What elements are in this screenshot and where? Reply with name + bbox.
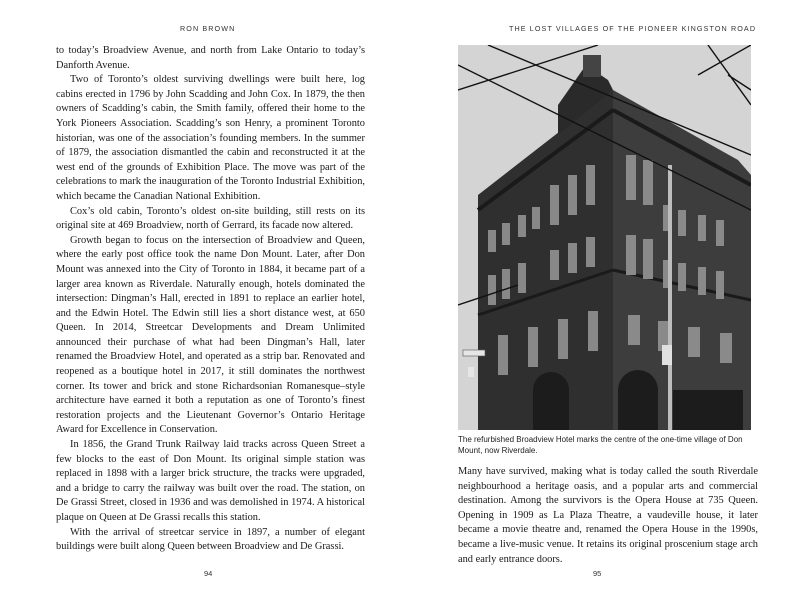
right-body-text [458, 465, 758, 567]
running-head-left: RON BROWN [180, 24, 236, 33]
page-number-right: 95 [593, 569, 602, 578]
broadview-hotel-photo [458, 45, 751, 430]
paragraph: In 1856, the Grand Trunk Railway laid tracks across Queen Street a few blocks to the east of Don Mount. Its original simple station was replaced in 1898 with a larger brick structure, the tracks were upgraded, and a bridge to carry the railway was built over the road. The station, on De Grassi Street, closed in 1936 and was demolished in 1974. A historical plaque on Queen at De Grassi recalls this station. [56, 439, 365, 523]
running-head-right: THE LOST VILLAGES OF THE PIONEER KINGSTON ROAD [509, 24, 757, 33]
page-number-left: 94 [204, 569, 213, 578]
paragraph: to today’s Broadview Avenue, and north from Lake Ontario to today’s Danforth Avenue. [56, 45, 365, 71]
photo-caption: The refurbished Broadview Hotel marks the centre of the one-time village of Don Mount, now Riverdale. [458, 435, 743, 456]
paragraph: With the arrival of streetcar service in 1897, a number of elegant buildings were built along Queen between Broadview and De Grassi. [56, 526, 365, 553]
paragraph: Two of Toronto’s oldest surviving dwellings were built here, log cabins erected in 1796 by John Scadding and John Cox. In 1879, the then owners of Scadding’s cabin, the Smith family, offered their home to the York Pioneers Association. Scadding’s son Henry, a prominent Toronto historian, was one of the association’s founding members. In the summer of 1879, the association dismantled the cabin and reconstructed it at the west end of the grounds of Exhibition Place. The move was part of the celebrations to mark the inauguration of the Toronto Industrial Exhibition, which became the Canadian National Exhibition. [56, 74, 365, 202]
paragraph: Many have survived, making what is today called the south Riverdale neighbourhood a heritage oasis, and a popular arts and commercial destination. Among the survivors is the Opera House at 735 Queen. Opening in 1909 as La Plaza Theatre, a vaudeville house, it later became a movie theatre and, renamed the Opera House in the 1990s, became a live-music venue. It retains its original proscenium stage arch and early entrance doors. [458, 466, 758, 565]
paragraph: Cox’s old cabin, Toronto’s oldest on-site building, still rests on its original site at 469 Broadview, north of Gerrard, its facade now altered. [56, 205, 365, 232]
right-page [405, 0, 810, 607]
paragraph: Growth began to focus on the intersection of Broadview and Queen, where the early post office took the name Don Mount. Later, after Don Mount was annexed into the City of Toronto in 1884, it became part of a larger area known as Riverdale. Naturally enough, hotels dominated the intersection: Dingman’s Hall, erected in 1891 to replace an earlier hotel, and the Edwin Hotel. The Edwin still lies a short distance west, at 650 Queen. In 2014, Streetcar Developments and Dream Unlimited announced their purchase of what had been Dingman’s Hall, later renamed the Broadview Hotel, and operated as a strip bar. Renovated and reopened as a boutique hotel in 2017, it still dominates the northwest corner. Its tower and brick and stone Richardsonian Romanesque–style architecture have earned it both a reputation as one of Toronto’s finest restoration projects and the Lieutenant Governor’s Ontario Heritage Award for Excellence in Conservation. [56, 234, 365, 436]
left-body-text [56, 44, 365, 555]
photo-illustration [458, 45, 751, 430]
